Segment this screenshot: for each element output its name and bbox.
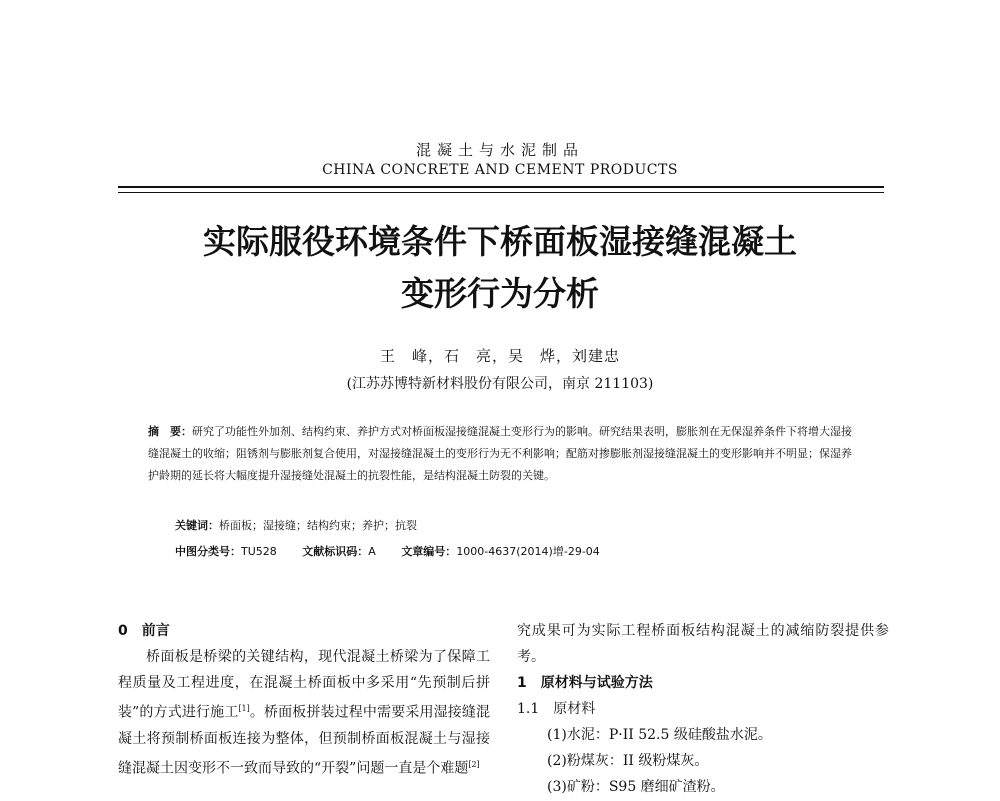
header-rule-thick (118, 186, 884, 188)
citation-2: [2] (468, 759, 480, 769)
section-heading-preface: 0 前言 (118, 623, 170, 639)
keywords-text: 桥面板；湿接缝；结构约束；养护；抗裂 (219, 519, 417, 532)
preface-text: 桥面板是桥梁的关键结构，现代混凝土桥梁为了保障工程质量及工程进度，在混凝土桥面板中多采用“先预制后拼装”的方式进行施工 (118, 649, 490, 721)
abstract (148, 421, 860, 487)
authors: 王 峰，石 亮，吴 烨，刘建忠 (379, 347, 620, 365)
doc-code-label: 文献标识码： (302, 545, 369, 558)
citation-1: [1] (238, 704, 250, 713)
clc-label: 中图分类号： (175, 545, 241, 558)
abstract-text: 研究了功能性外加剂、结构约束、养护方式对桥面板湿接缝混凝土变形行为的影响。研究结果表明，膨胀剂在无保湿养条件下将增大湿接缝混凝土的收缩；阻锈剂与膨胀剂复合使用，对湿接缝混凝土的变形行为无不利影响；配筋对掺膨胀剂湿接缝混凝土的变形影响并不明显；保湿养护龄期的延长将大幅度提升湿接缝处混凝土的抗裂性能，是结构混凝土防裂的关键。 (148, 425, 852, 482)
material-item: (2)粉煤灰：II 级粉煤灰。 (547, 753, 709, 769)
classification-line (175, 543, 622, 559)
subsection-heading-raw-materials: 1.1 原材料 (517, 701, 596, 717)
clc-value: TU528 (241, 545, 277, 558)
material-item: (3)矿粉：S95 磨细矿渣粉。 (547, 779, 725, 795)
left-column (118, 618, 490, 781)
article-number-label: 文章编号： (401, 545, 457, 558)
article-number-value: 1000-4637(2014)增-29-04 (456, 545, 600, 558)
journal-name-cn: 混凝土与水泥制品 (415, 141, 584, 159)
journal-name-en: CHINA CONCRETE AND CEMENT PRODUCTS (322, 162, 678, 178)
header-rule-thin (118, 192, 884, 193)
right-column (517, 618, 889, 800)
keywords-label: 关键词： (175, 519, 219, 532)
material-item: (1)水泥：P·II 52.5 级硅酸盐水泥。 (547, 727, 772, 743)
abstract-label: 摘 要： (148, 425, 192, 438)
section-heading-materials: 1 原材料与试验方法 (517, 675, 653, 691)
paper-title-line1: 实际服役环境条件下桥面板湿接缝混凝土 (203, 222, 797, 261)
preface-text-cont: 。桥面板拼装过程中需要采用湿接缝混凝土将预制桥面板连接为整体，但预制桥面板混凝土与湿接缝混凝土因变形不一致而导致的“开裂”问题一直是个难题 (118, 704, 490, 777)
preface-paragraph (118, 644, 490, 781)
keywords (175, 517, 417, 533)
continued-paragraph: 究成果可为实际工程桥面板结构混凝土的减缩防裂提供参考。 (517, 623, 889, 665)
paper-title-line2: 变形行为分析 (401, 274, 599, 313)
doc-code-value: A (368, 545, 376, 558)
affiliation: (江苏苏博特新材料股份有限公司，南京 211103) (346, 376, 654, 392)
